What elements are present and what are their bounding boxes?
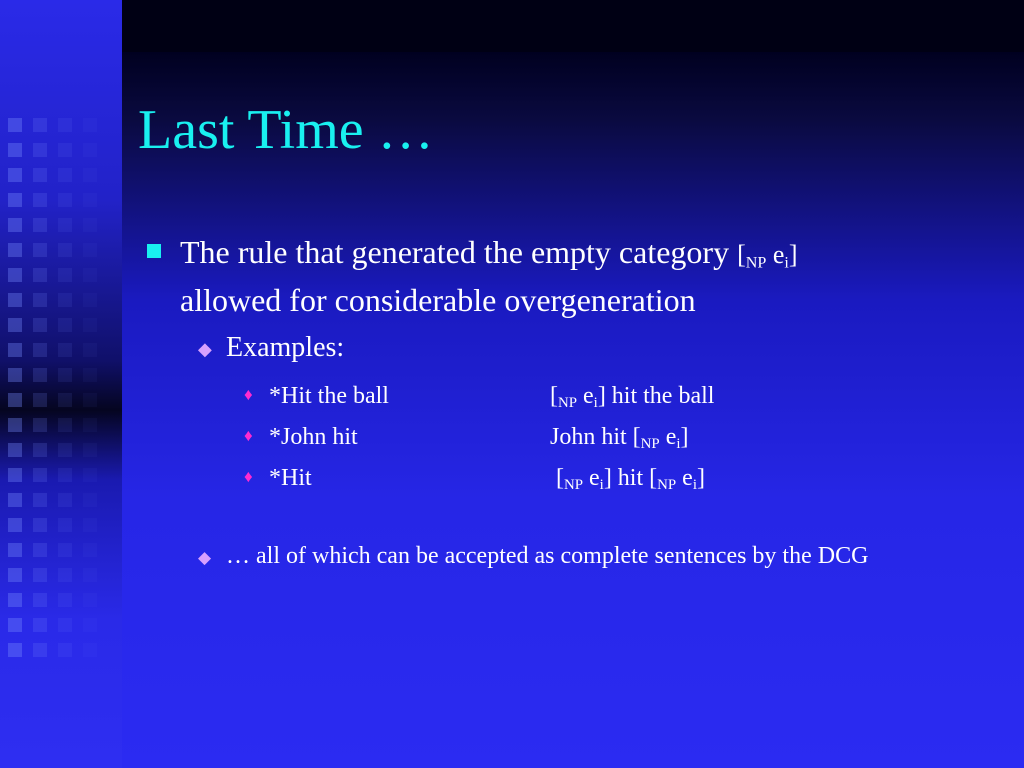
- slide-content: [140, 228, 1010, 571]
- i-subscript: i: [593, 395, 598, 412]
- small-diamond-bullet-icon: ♦: [244, 467, 253, 487]
- decor-square: [58, 418, 72, 432]
- decor-square: [58, 343, 72, 357]
- decor-square: [8, 593, 22, 607]
- decor-square: [8, 393, 22, 407]
- decor-square: [8, 543, 22, 557]
- small-diamond-bullet-icon: ♦: [244, 426, 253, 446]
- decor-square: [83, 518, 97, 532]
- decor-square: [8, 368, 22, 382]
- decor-square: [83, 443, 97, 457]
- bracket-open-text: [: [737, 240, 746, 269]
- decor-square: [33, 593, 47, 607]
- decor-square: [58, 318, 72, 332]
- example-row: [140, 465, 1010, 494]
- decor-squares: [8, 118, 122, 678]
- top-band: [122, 0, 1024, 52]
- decor-square: [58, 268, 72, 282]
- decor-square: [83, 243, 97, 257]
- decor-square: [33, 118, 47, 132]
- rp: e: [676, 465, 693, 492]
- decor-square: [33, 193, 47, 207]
- np-subscript: NP: [745, 254, 767, 272]
- decor-square: [33, 493, 47, 507]
- example-right: [550, 465, 705, 494]
- e-symbol: e: [766, 240, 785, 269]
- example-right: [550, 424, 689, 453]
- decor-square: [8, 193, 22, 207]
- bracket-open: [737, 240, 798, 272]
- decor-square: [58, 643, 72, 657]
- decor-square: [33, 418, 47, 432]
- rp: ] hit the ball: [597, 383, 715, 410]
- decor-square: [83, 618, 97, 632]
- np-subscript: NP: [558, 395, 578, 412]
- decor-square: [33, 618, 47, 632]
- decor-square: [83, 218, 97, 232]
- decor-square: [58, 218, 72, 232]
- diamond-bullet-icon: ◆: [198, 548, 212, 568]
- decor-square: [8, 318, 22, 332]
- decor-square: [33, 393, 47, 407]
- decor-square: [8, 293, 22, 307]
- decor-square-column: [8, 118, 22, 668]
- small-diamond-bullet-icon: ♦: [244, 385, 253, 405]
- slide-title: Last Time …: [138, 99, 434, 161]
- decor-square: [83, 368, 97, 382]
- decor-square: [8, 443, 22, 457]
- i-subscript: i: [599, 477, 604, 494]
- np-subscript: NP: [564, 477, 584, 494]
- rp: ]: [696, 465, 705, 492]
- decor-square: [58, 193, 72, 207]
- decor-square: [83, 418, 97, 432]
- decor-square: [58, 618, 72, 632]
- decor-square: [83, 593, 97, 607]
- decor-square: [83, 143, 97, 157]
- decor-square: [83, 293, 97, 307]
- decor-square: [58, 443, 72, 457]
- decor-square-column: [33, 118, 47, 668]
- decor-square: [58, 568, 72, 582]
- bullet-level2-summary: [140, 542, 1010, 571]
- decor-square: [58, 393, 72, 407]
- decor-square: [33, 543, 47, 557]
- decor-square: [8, 118, 22, 132]
- decor-square: [8, 143, 22, 157]
- decor-square: [58, 243, 72, 257]
- decor-square: [8, 518, 22, 532]
- rp: [: [550, 383, 558, 410]
- decor-square: [8, 218, 22, 232]
- rp: e: [583, 465, 600, 492]
- decor-square: [58, 593, 72, 607]
- decor-square: [58, 543, 72, 557]
- decor-square: [58, 493, 72, 507]
- decor-square: [58, 118, 72, 132]
- summary-text: … all of which can be accepted as complete sentences by the DCG: [226, 543, 869, 570]
- i-subscript: i: [784, 254, 789, 272]
- decor-square: [33, 568, 47, 582]
- decor-square: [33, 518, 47, 532]
- np-subscript: NP: [657, 477, 677, 494]
- left-decor-panel: [0, 0, 122, 768]
- example-left: *Hit: [269, 465, 312, 492]
- decor-square: [8, 418, 22, 432]
- decor-square: [58, 293, 72, 307]
- bullet1-text: The rule that generated the empty category: [180, 234, 738, 270]
- rp: e: [659, 424, 677, 451]
- decor-square: [33, 468, 47, 482]
- decor-square: [33, 343, 47, 357]
- decor-square: [8, 493, 22, 507]
- example-left: *John hit: [269, 424, 358, 451]
- decor-square: [33, 318, 47, 332]
- decor-square: [58, 168, 72, 182]
- decor-square: [83, 393, 97, 407]
- decor-square: [8, 268, 22, 282]
- decor-square: [58, 468, 72, 482]
- decor-square: [8, 343, 22, 357]
- i-subscript: i: [676, 436, 681, 453]
- decor-square: [33, 268, 47, 282]
- decor-square: [33, 293, 47, 307]
- decor-square: [33, 218, 47, 232]
- decor-square: [58, 143, 72, 157]
- decor-square: [8, 618, 22, 632]
- decor-square: [83, 268, 97, 282]
- rp: e: [577, 383, 594, 410]
- square-bullet-icon: [147, 244, 161, 258]
- decor-square: [83, 543, 97, 557]
- examples-label: Examples:: [226, 332, 345, 363]
- decor-square: [33, 143, 47, 157]
- bracket-close: ]: [788, 240, 798, 269]
- bullet-level2: [140, 328, 1010, 367]
- decor-square: [83, 343, 97, 357]
- decor-square: [8, 643, 22, 657]
- decor-square: [83, 568, 97, 582]
- rp: ]: [680, 424, 689, 451]
- np-subscript: NP: [640, 436, 660, 453]
- example-row: [140, 424, 1010, 453]
- decor-square: [83, 643, 97, 657]
- decor-square: [83, 468, 97, 482]
- decor-square: [33, 368, 47, 382]
- decor-square: [8, 568, 22, 582]
- rp: [: [550, 465, 564, 492]
- bullet1-line2: allowed for considerable overgeneration: [180, 282, 696, 318]
- rp: ] hit [: [603, 465, 658, 492]
- decor-square: [83, 168, 97, 182]
- decor-square: [33, 243, 47, 257]
- decor-square: [33, 443, 47, 457]
- decor-square-column: [58, 118, 72, 668]
- decor-square: [83, 193, 97, 207]
- decor-square: [83, 118, 97, 132]
- decor-square: [8, 243, 22, 257]
- decor-square: [58, 368, 72, 382]
- decor-square: [8, 468, 22, 482]
- diamond-bullet-icon: ◆: [198, 339, 212, 359]
- rp: John hit [: [550, 424, 641, 451]
- example-left: *Hit the ball: [269, 383, 389, 410]
- example-right: [550, 383, 715, 412]
- decor-square: [58, 518, 72, 532]
- i-subscript: i: [692, 477, 697, 494]
- decor-square: [8, 168, 22, 182]
- decor-square-column: [83, 118, 97, 668]
- decor-square: [33, 168, 47, 182]
- decor-square: [83, 318, 97, 332]
- decor-square: [33, 643, 47, 657]
- bullet-level1: [140, 228, 1010, 324]
- example-row: [140, 383, 1010, 412]
- decor-square: [83, 493, 97, 507]
